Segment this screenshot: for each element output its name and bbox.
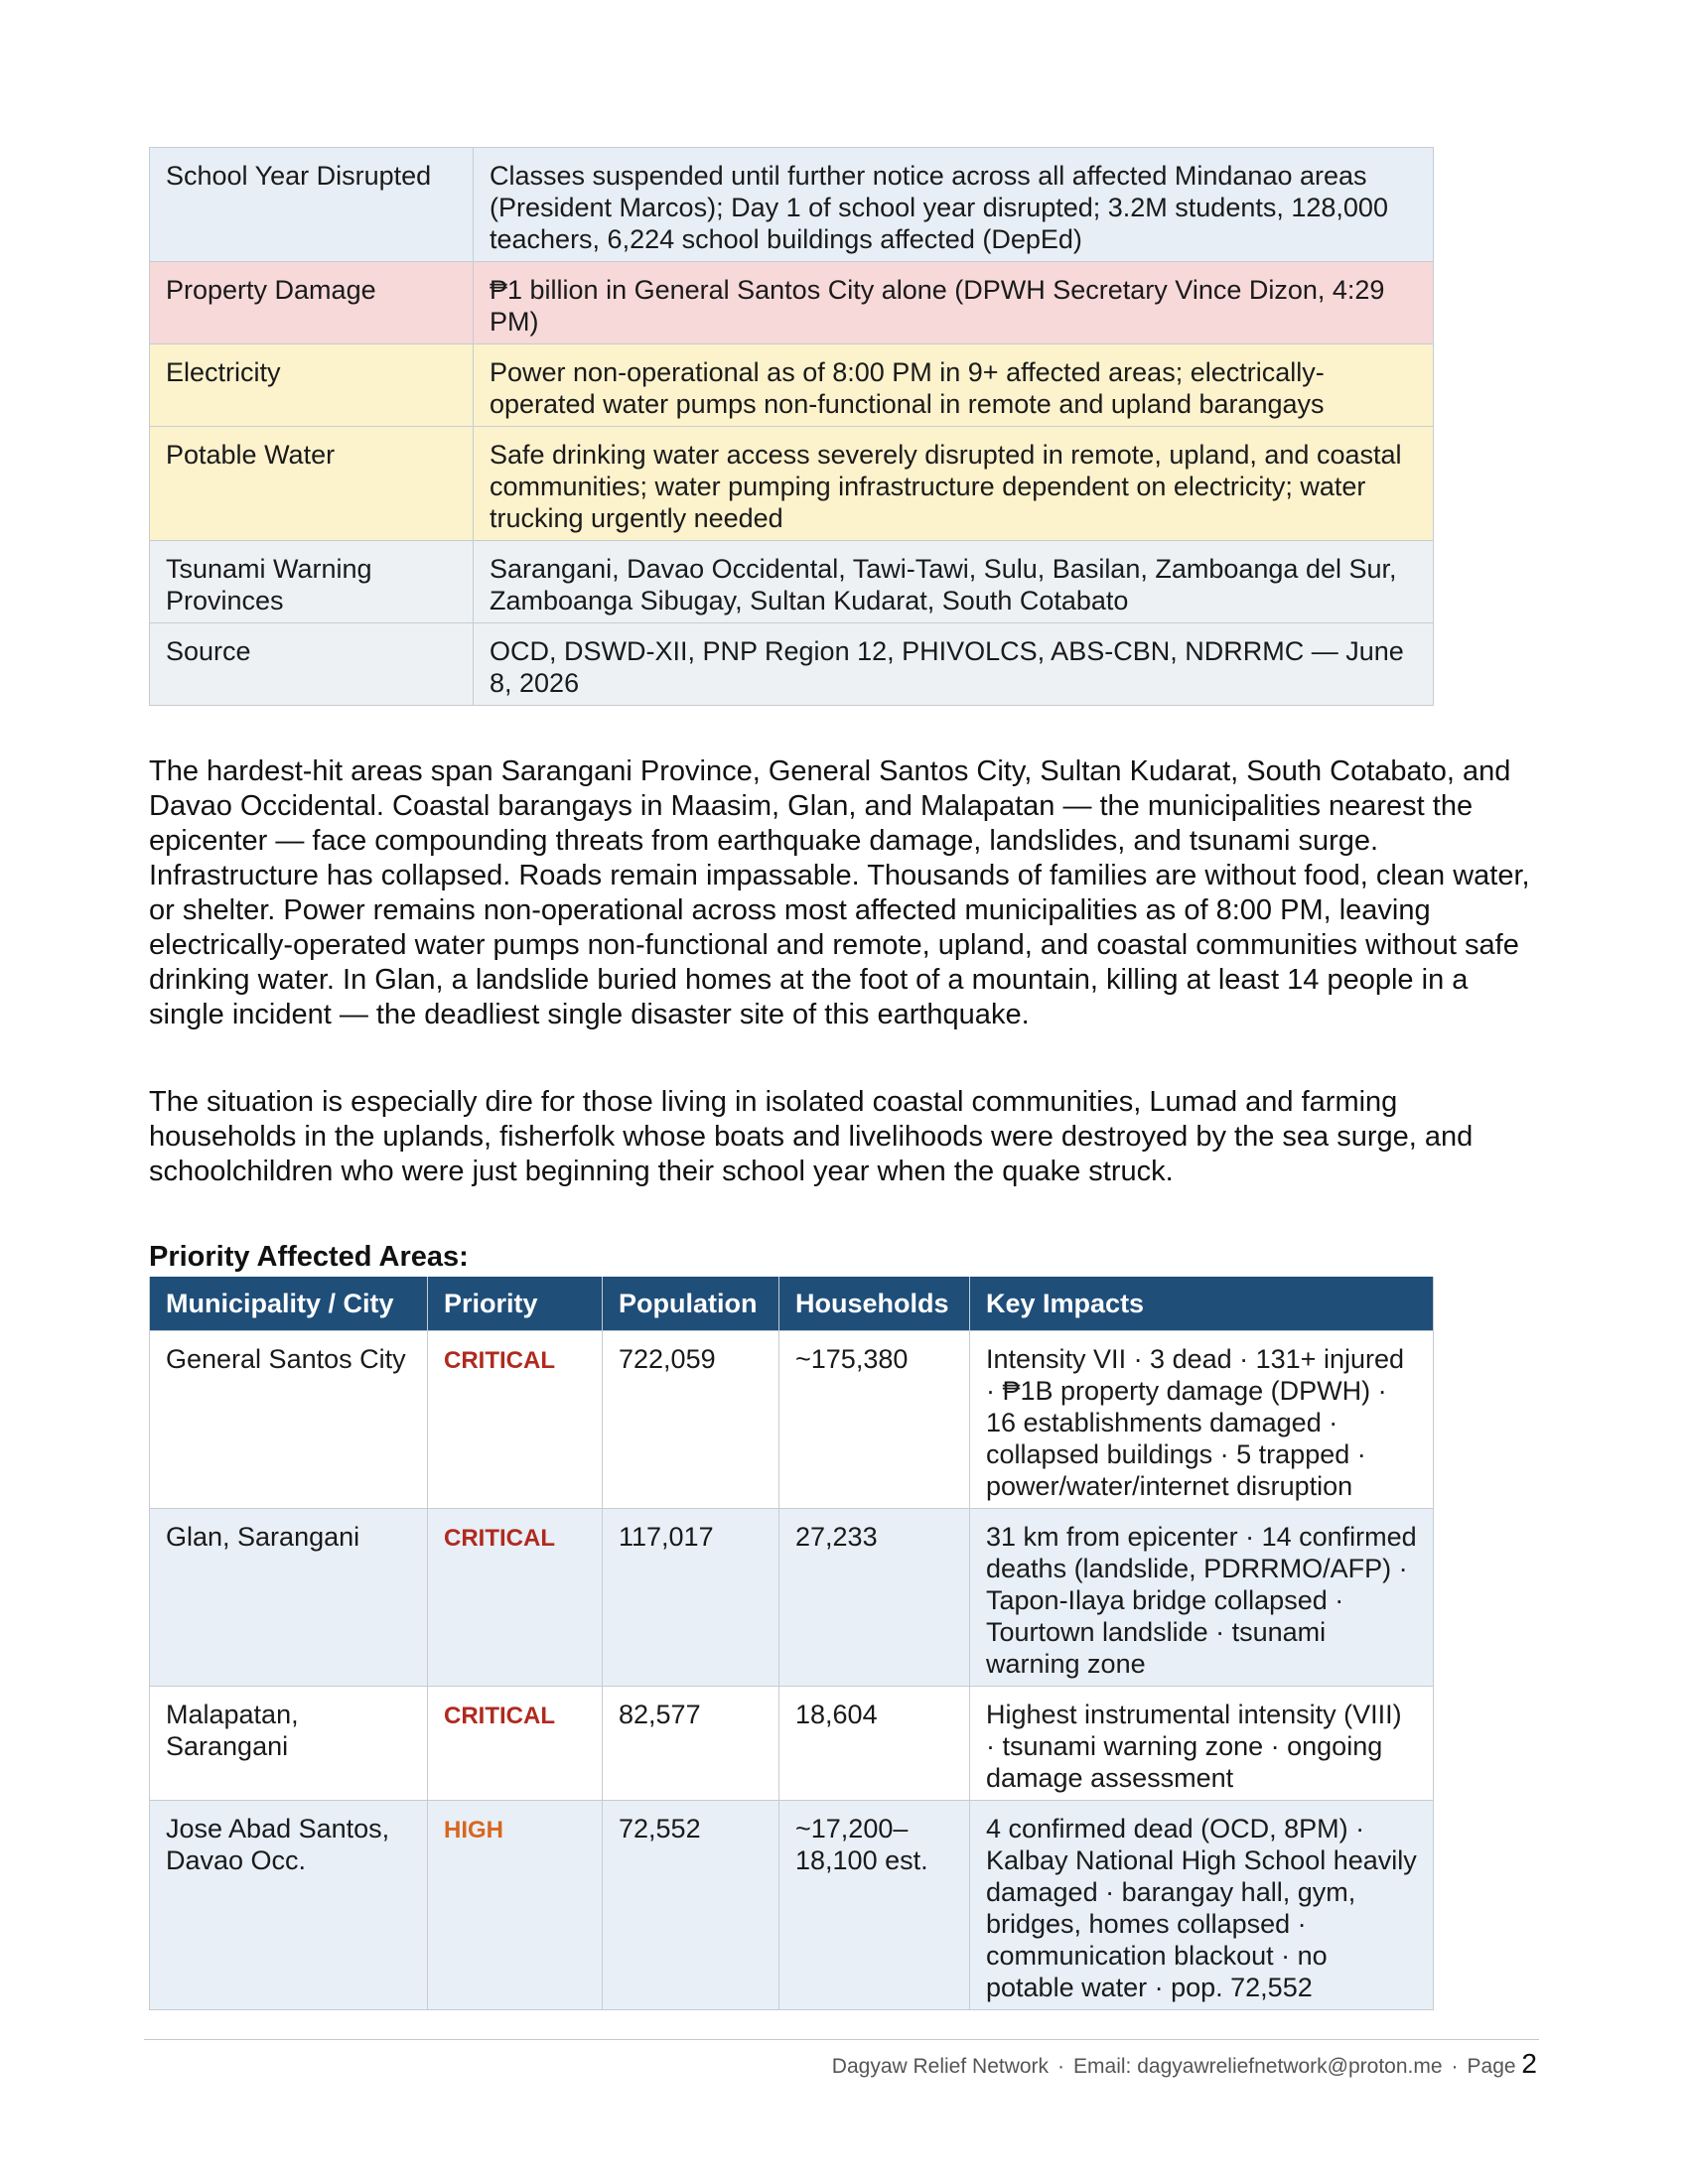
table-row: [150, 1509, 1434, 1687]
impacts-cell: 4 confirmed dead (OCD, 8PM) · Kalbay National High School heavily damaged · barangay hall, gym, bridges, homes collapsed · communication blackout · no potable water · pop. 72,552: [970, 1801, 1434, 2010]
priority-badge: CRITICAL: [444, 1525, 555, 1552]
summary-label: Potable Water: [150, 427, 474, 541]
situation-summary-table: [149, 147, 1434, 706]
summary-row-tsunami-warning: [150, 541, 1434, 623]
summary-label: School Year Disrupted: [150, 148, 474, 262]
footer-email: Email: dagyawreliefnetwork@proton.me: [1073, 2055, 1443, 2078]
header-population: Population: [603, 1277, 779, 1331]
table-row: [150, 1331, 1434, 1509]
municipality-cell: Glan, Sarangani: [150, 1509, 428, 1687]
priority-badge: HIGH: [444, 1817, 503, 1843]
priority-badge: CRITICAL: [444, 1703, 555, 1729]
summary-value: Sarangani, Davao Occidental, Tawi-Tawi, Sulu, Basilan, Zamboanga del Sur, Zamboanga Sibugay, Sultan Kudarat, South Cotabato: [474, 541, 1434, 623]
summary-row-property-damage: [150, 262, 1434, 344]
footer-divider: [144, 2039, 1539, 2040]
population-cell: 117,017: [603, 1509, 779, 1687]
paragraph-situation-dire: The situation is especially dire for those living in isolated coastal communities, Lumad and farming households in the uplands, fisherfolk whose boats and livelihoods were destroyed by the sea surge, and schoolchildren who were just beginning their school year when the quake struck.: [149, 1086, 1474, 1187]
households-cell: 27,233: [779, 1509, 970, 1687]
page-footer: [832, 2048, 1537, 2080]
header-municipality: Municipality / City: [150, 1277, 428, 1331]
header-priority: Priority: [428, 1277, 603, 1331]
households-cell: 18,604: [779, 1687, 970, 1801]
summary-value: Classes suspended until further notice across all affected Mindanao areas (President Marcos); Day 1 of school year disrupted; 3.2M students, 128,000 teachers, 6,224 school buildings affected (DepEd): [474, 148, 1434, 262]
summary-row-potable-water: [150, 427, 1434, 541]
impacts-cell: 31 km from epicenter · 14 confirmed deaths (landslide, PDRRMO/AFP) · Tapon-Ilaya bridge collapsed · Tourtown landslide · tsunami warning zone: [970, 1509, 1434, 1687]
paragraph-hardest-hit: The hardest-hit areas span Sarangani Province, General Santos City, Sultan Kudarat, South Cotabato, and Davao Occidental. Coastal barangays in Maasim, Glan, and Malapatan — the municipalities nearest the epicenter — face compounding threats from earthquake damage, landslides, and tsunami surge. Infrastructure has collapsed. Roads remain impassable. Thousands of families are without food, clean water, or shelter. Power remains non-operational across most affected municipalities as of 8:00 PM, leaving electrically-operated water pumps non-functional and remote, upland, and coastal communities without safe drinking water. In Glan, a landslide buried homes at the foot of a mountain, killing at least 14 people in a single incident — the deadliest single disaster site of this earthquake.: [149, 755, 1530, 1030]
footer-page-number: 2: [1521, 2048, 1537, 2079]
impacts-cell: Highest instrumental intensity (VIII) · tsunami warning zone · ongoing damage assessment: [970, 1687, 1434, 1801]
population-cell: 82,577: [603, 1687, 779, 1801]
population-cell: 722,059: [603, 1331, 779, 1509]
header-households: Households: [779, 1277, 970, 1331]
municipality-cell: Jose Abad Santos, Davao Occ.: [150, 1801, 428, 2010]
footer-separator: ·: [1451, 2055, 1459, 2078]
priority-cell: [428, 1687, 603, 1801]
population-cell: 72,552: [603, 1801, 779, 2010]
priority-table-header-row: [150, 1277, 1434, 1331]
priority-areas-table: [149, 1277, 1434, 2010]
municipality-cell: Malapatan, Sarangani: [150, 1687, 428, 1801]
table-row: [150, 1687, 1434, 1801]
summary-label: Source: [150, 623, 474, 706]
priority-cell: [428, 1801, 603, 2010]
summary-value: Power non-operational as of 8:00 PM in 9+ affected areas; electrically-operated water pumps non-functional in remote and upland barangays: [474, 344, 1434, 427]
summary-value: ₱1 billion in General Santos City alone (DPWH Secretary Vince Dizon, 4:29 PM): [474, 262, 1434, 344]
summary-value: Safe drinking water access severely disrupted in remote, upland, and coastal communities; water pumping infrastructure dependent on electricity; water trucking urgently needed: [474, 427, 1434, 541]
summary-value: OCD, DSWD-XII, PNP Region 12, PHIVOLCS, ABS-CBN, NDRRMC — June 8, 2026: [474, 623, 1434, 706]
header-key-impacts: Key Impacts: [970, 1277, 1434, 1331]
summary-row-electricity: [150, 344, 1434, 427]
impacts-cell: Intensity VII · 3 dead · 131+ injured · ₱1B property damage (DPWH) · 16 establishments damaged · collapsed buildings · 5 trapped · power/water/internet disruption: [970, 1331, 1434, 1509]
priority-badge: CRITICAL: [444, 1347, 555, 1374]
priority-areas-heading: Priority Affected Areas:: [149, 1241, 469, 1273]
households-cell: ~175,380: [779, 1331, 970, 1509]
footer-page-label: Page: [1467, 2055, 1516, 2078]
footer-org-name: Dagyaw Relief Network: [831, 2055, 1050, 2078]
municipality-cell: General Santos City: [150, 1331, 428, 1509]
table-row: [150, 1801, 1434, 2010]
summary-row-source: [150, 623, 1434, 706]
summary-label: Electricity: [150, 344, 474, 427]
footer-separator: ·: [1057, 2055, 1065, 2078]
priority-cell: [428, 1331, 603, 1509]
summary-label: Tsunami Warning Provinces: [150, 541, 474, 623]
summary-label: Property Damage: [150, 262, 474, 344]
summary-row-school-year: [150, 148, 1434, 262]
households-cell: ~17,200–18,100 est.: [779, 1801, 970, 2010]
priority-cell: [428, 1509, 603, 1687]
